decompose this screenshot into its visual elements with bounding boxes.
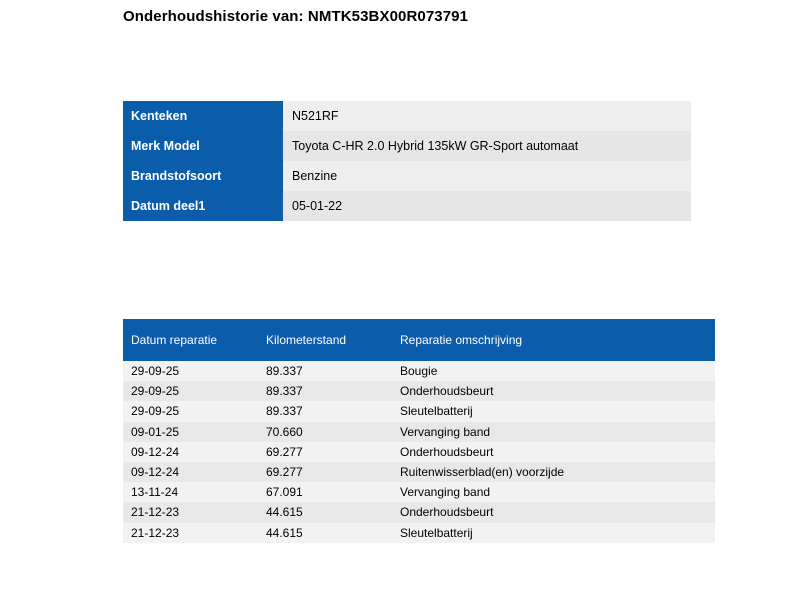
- cell-kilometerstand: 89.337: [258, 401, 392, 421]
- cell-datum: 09-12-24: [123, 442, 258, 462]
- table-row: [123, 381, 715, 401]
- cell-datum: 13-11-24: [123, 482, 258, 502]
- vehicle-info-table: [123, 101, 691, 221]
- table-row: [123, 442, 715, 462]
- cell-omschrijving: Ruitenwisserblad(en) voorzijde: [392, 462, 715, 482]
- cell-omschrijving: Sleutelbatterij: [392, 523, 715, 543]
- table-row: [123, 401, 715, 421]
- vehicle-info-value: Toyota C-HR 2.0 Hybrid 135kW GR-Sport automaat: [283, 131, 691, 161]
- table-row: [123, 361, 715, 381]
- repair-history-head: [123, 319, 715, 361]
- cell-kilometerstand: 89.337: [258, 381, 392, 401]
- table-row: [123, 131, 691, 161]
- cell-kilometerstand: 69.277: [258, 442, 392, 462]
- cell-datum: 21-12-23: [123, 502, 258, 522]
- table-row: [123, 191, 691, 221]
- vehicle-info-value: Benzine: [283, 161, 691, 191]
- page-title: Onderhoudshistorie van: NMTK53BX00R073791: [123, 8, 469, 25]
- table-row: [123, 422, 715, 442]
- table-header-row: [123, 319, 715, 361]
- column-header-reparatie-omschrijving: Reparatie omschrijving: [392, 319, 715, 361]
- vehicle-info-label: Kenteken: [123, 101, 283, 131]
- vehicle-info-value: 05-01-22: [283, 191, 691, 221]
- cell-kilometerstand: 44.615: [258, 502, 392, 522]
- table-row: [123, 523, 715, 543]
- cell-datum: 21-12-23: [123, 523, 258, 543]
- cell-kilometerstand: 70.660: [258, 422, 392, 442]
- cell-datum: 29-09-25: [123, 361, 258, 381]
- table-row: [123, 482, 715, 502]
- cell-datum: 29-09-25: [123, 401, 258, 421]
- column-header-kilometerstand: Kilometerstand: [258, 319, 392, 361]
- vehicle-info-label: Datum deel1: [123, 191, 283, 221]
- cell-kilometerstand: 89.337: [258, 361, 392, 381]
- cell-omschrijving: Sleutelbatterij: [392, 401, 715, 421]
- table-row: [123, 462, 715, 482]
- table-row: [123, 101, 691, 131]
- cell-omschrijving: Vervanging band: [392, 482, 715, 502]
- vehicle-info-value: N521RF: [283, 101, 691, 131]
- cell-kilometerstand: 44.615: [258, 523, 392, 543]
- cell-omschrijving: Onderhoudsbeurt: [392, 502, 715, 522]
- table-row: [123, 161, 691, 191]
- cell-omschrijving: Onderhoudsbeurt: [392, 442, 715, 462]
- cell-omschrijving: Bougie: [392, 361, 715, 381]
- table-row: [123, 502, 715, 522]
- cell-kilometerstand: 67.091: [258, 482, 392, 502]
- cell-kilometerstand: 69.277: [258, 462, 392, 482]
- vehicle-info-label: Merk Model: [123, 131, 283, 161]
- cell-datum: 29-09-25: [123, 381, 258, 401]
- cell-datum: 09-12-24: [123, 462, 258, 482]
- cell-datum: 09-01-25: [123, 422, 258, 442]
- vehicle-info-label: Brandstofsoort: [123, 161, 283, 191]
- cell-omschrijving: Onderhoudsbeurt: [392, 381, 715, 401]
- repair-history-table: [123, 319, 715, 543]
- column-header-datum-reparatie: Datum reparatie: [123, 319, 258, 361]
- vehicle-info-body: [123, 101, 691, 221]
- repair-history-body: [123, 361, 715, 543]
- cell-omschrijving: Vervanging band: [392, 422, 715, 442]
